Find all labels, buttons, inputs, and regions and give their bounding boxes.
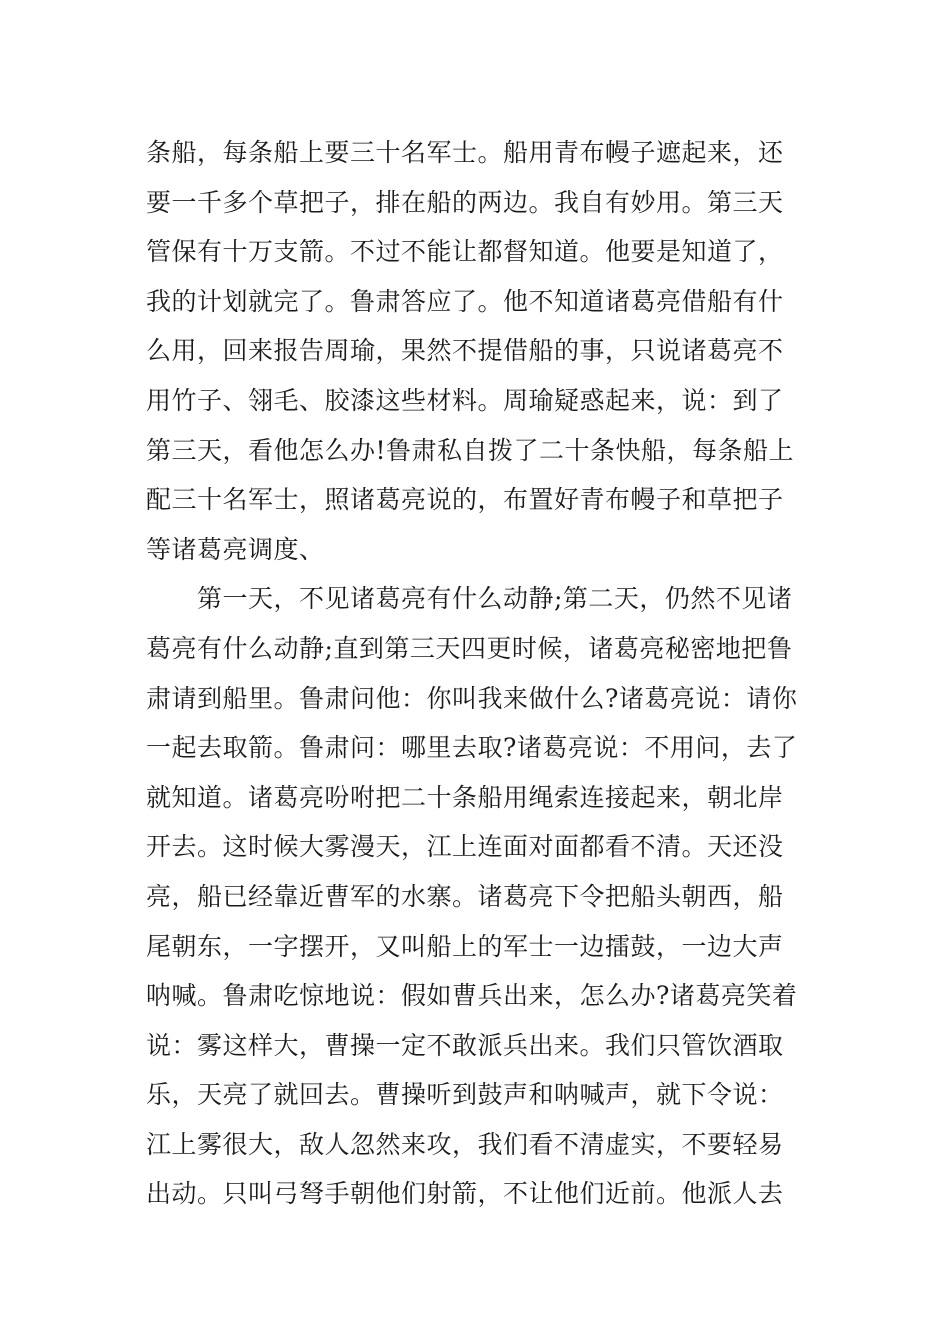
text-line: 尾朝东，一字摆开，又叫船上的军士一边擂鼓，一边大声 [146,931,784,961]
text-line: 第三天，看他怎么办!鲁肃私自拨了二十条快船，每条船上 [146,435,795,465]
text-line: 肃请到船里。鲁肃问他：你叫我来做什么?诸葛亮说：请你 [146,683,798,713]
text-line: 开去。这时候大雾漫天，江上连面对面都看不清。天还没 [146,832,784,862]
text-line: 就知道。诸葛亮吩咐把二十条船用绳索连接起来，朝北岸 [146,782,784,812]
text-line: 等诸葛亮调度、 [146,534,325,564]
text-line: 葛亮有什么动静;直到第三天四更时候，诸葛亮秘密地把鲁 [146,633,793,663]
text-line: 条船，每条船上要三十名军士。船用青布幔子遮起来，还 [146,138,784,167]
text-line: 出动。只叫弓弩手朝他们射箭，不让他们近前。他派人去 [146,1179,784,1209]
text-line: 一起去取箭。鲁肃问：哪里去取?诸葛亮说：不用问，去了 [146,733,798,763]
text-line: 管保有十万支箭。不过不能让都督知道。他要是知道了， [146,237,784,267]
paragraph-2 [146,574,816,1219]
text-line: 用竹子、翎毛、胶漆这些材料。周瑜疑惑起来，说：到了 [146,385,784,415]
text-line: 呐喊。鲁肃吃惊地说：假如曹兵出来，怎么办?诸葛亮笑着 [146,981,798,1011]
text-line: 要一千多个草把子，排在船的两边。我自有妙用。第三天 [146,187,784,217]
document-body [146,128,816,1219]
paragraph-1 [146,128,816,574]
text-line: 亮，船已经靠近曹军的水寨。诸葛亮下令把船头朝西，船 [146,881,784,911]
text-line: 乐，天亮了就回去。曹操听到鼓声和呐喊声，就下令说： [146,1080,784,1110]
text-line: 配三十名军士，照诸葛亮说的，布置好青布幔子和草把子 [146,485,784,515]
text-line: 我的计划就完了。鲁肃答应了。他不知道诸葛亮借船有什 [146,286,784,316]
text-line: 么用，回来报告周瑜，果然不提借船的事，只说诸葛亮不 [146,336,784,366]
text-line: 江上雾很大，敌人忽然来攻，我们看不清虚实，不要轻易 [146,1129,784,1159]
text-line: 第一天，不见诸葛亮有什么动静;第二天，仍然不见诸 [146,584,793,614]
text-line: 说：雾这样大，曹操一定不敢派兵出来。我们只管饮酒取 [146,1030,784,1060]
